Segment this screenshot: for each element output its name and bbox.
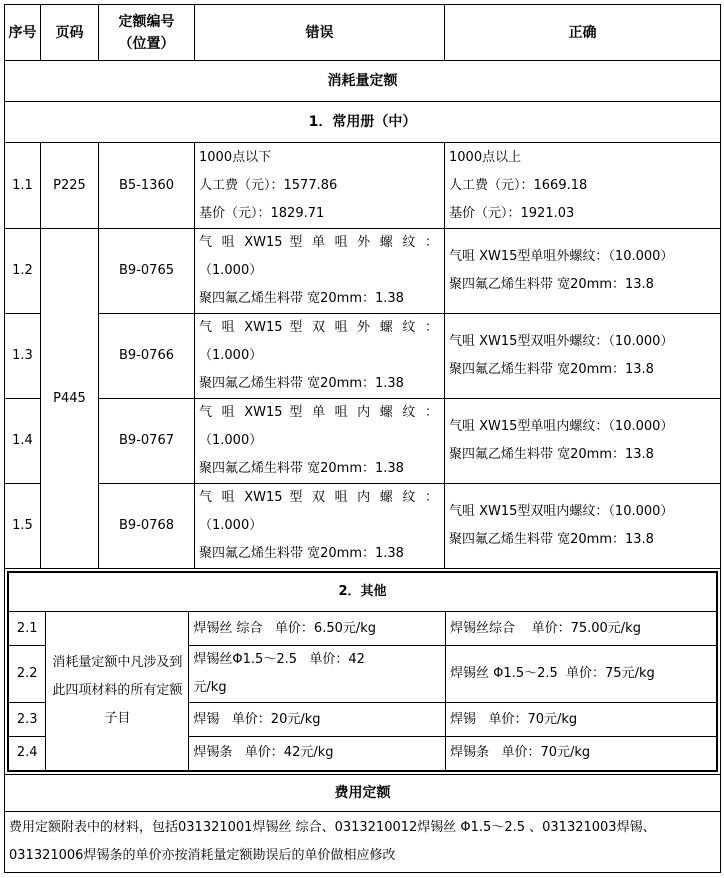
section-2-wrapper: [5, 569, 721, 775]
header-row: [5, 5, 721, 61]
header-code-line1: 定额编号: [118, 13, 175, 30]
section-row-fee: [5, 774, 721, 811]
row-seq: 2.2: [8, 646, 46, 703]
wrong-line: 气 咀 XW15 型 双 咀 外 螺 纹 ：: [199, 320, 438, 335]
row-wrong: [195, 143, 445, 229]
table-row: [5, 143, 721, 229]
wrong-line: 气 咀 XW15 型 双 咀 内 螺 纹 ：: [199, 490, 438, 505]
merged-description: 消耗量定额中凡涉及到此四项材料的所有定额子目: [46, 612, 189, 771]
row-page: P225: [41, 143, 99, 229]
row-seq: 2.3: [8, 703, 46, 737]
right-line: 人工费（元）：1669.18: [449, 177, 588, 193]
table-row: [5, 484, 721, 569]
right-line: 气咀 XW15型单咀外螺纹：（10.000）: [449, 249, 674, 264]
row-wrong: [195, 314, 445, 399]
row-wrong: 焊锡丝 综合 单价：6.50元/kg: [189, 612, 446, 646]
wrong-line: （1.000）: [199, 518, 263, 533]
row-seq: 2.4: [8, 737, 46, 771]
header-code-line2: （位置）: [118, 35, 175, 52]
wrong-line: 聚四氟乙烯生料带 宽20mm：1.38: [199, 546, 404, 561]
section-2-wrapper-row: [5, 569, 721, 775]
other-table: [7, 571, 718, 772]
right-line: 基价（元）：1921.03: [449, 205, 575, 221]
row-wrong: 焊锡 单价：20元/kg: [189, 703, 446, 737]
section-title-1: 1．常用册（中）: [5, 102, 721, 143]
wrong-line: 气 咀 XW15 型 单 咀 内 螺 纹 ：: [199, 405, 438, 420]
row-right: [445, 399, 721, 484]
table-row: [8, 612, 717, 646]
section-title-2: 2．其他: [8, 572, 717, 612]
row-right: 焊锡丝综合 单价：75.00元/kg: [446, 612, 717, 646]
section-row-1: [5, 102, 721, 143]
wrong-line: 元/kg: [193, 680, 227, 695]
section-title-fee: 费用定额: [5, 774, 721, 811]
wrong-line: 1000点以下: [199, 149, 272, 165]
table-row: [5, 229, 721, 314]
row-wrong: 焊锡条 单价：42元/kg: [189, 737, 446, 771]
wrong-line: 焊锡丝Φ1.5～2.5 单价：42: [193, 652, 365, 667]
row-right: 焊锡 单价：70元/kg: [446, 703, 717, 737]
wrong-line: 聚四氟乙烯生料带 宽20mm：1.38: [199, 291, 404, 306]
right-line: 气咀 XW15型单咀内螺纹：（10.000）: [449, 419, 674, 434]
row-seq: 1.3: [5, 314, 41, 399]
row-right: [445, 143, 721, 229]
row-seq: 1.4: [5, 399, 41, 484]
header-right: 正确: [445, 5, 721, 61]
header-code: [99, 5, 195, 61]
row-code: B9-0765: [99, 229, 195, 314]
wrong-line: 基价（元）：1829.71: [199, 205, 325, 221]
header-wrong: 错误: [195, 5, 445, 61]
row-right: [445, 314, 721, 399]
wrong-line: 人工费（元）：1577.86: [199, 177, 338, 193]
section-title-main: 消耗量定额: [5, 61, 721, 102]
wrong-line: 聚四氟乙烯生料带 宽20mm：1.38: [199, 461, 404, 476]
row-seq: 1.1: [5, 143, 41, 229]
fee-note-row: [5, 811, 721, 872]
row-seq: 1.5: [5, 484, 41, 569]
wrong-line: 聚四氟乙烯生料带 宽20mm：1.38: [199, 376, 404, 391]
table-row: [5, 314, 721, 399]
wrong-line: （1.000）: [199, 348, 263, 363]
right-line: 聚四氟乙烯生料带 宽20mm：13.8: [449, 532, 654, 547]
fee-note: 费用定额附表中的材料，包括031321001焊锡丝 综合、0313210012焊锡丝 Φ1.5～2.5 、031321003焊锡、031321006焊锡条的单价亦按消耗量定额勘误后的单价做相应修改: [5, 811, 721, 872]
wrong-line: （1.000）: [199, 263, 263, 278]
row-right: 焊锡丝 Φ1.5～2.5 单价：75元/kg: [446, 646, 717, 703]
row-right: 焊锡条 单价：70元/kg: [446, 737, 717, 771]
row-code: B5-1360: [99, 143, 195, 229]
row-seq: 2.1: [8, 612, 46, 646]
errata-table: [4, 4, 721, 873]
header-page: 页码: [41, 5, 99, 61]
row-seq: 1.2: [5, 229, 41, 314]
row-page-merged: P445: [41, 229, 99, 569]
row-wrong: [189, 646, 446, 703]
wrong-line: 气 咀 XW15 型 单 咀 外 螺 纹 ：: [199, 235, 438, 250]
row-code: B9-0768: [99, 484, 195, 569]
right-line: 气咀 XW15型双咀内螺纹：（10.000）: [449, 504, 674, 519]
section-row-main: [5, 61, 721, 102]
right-line: 聚四氟乙烯生料带 宽20mm：13.8: [449, 447, 654, 462]
header-seq: 序号: [5, 5, 41, 61]
right-line: 聚四氟乙烯生料带 宽20mm：13.8: [449, 362, 654, 377]
row-code: B9-0766: [99, 314, 195, 399]
right-line: 1000点以上: [449, 149, 522, 165]
table-row: [5, 399, 721, 484]
wrong-line: （1.000）: [199, 433, 263, 448]
row-wrong: [195, 399, 445, 484]
row-right: [445, 484, 721, 569]
right-line: 气咀 XW15型双咀外螺纹：（10.000）: [449, 334, 674, 349]
row-code: B9-0767: [99, 399, 195, 484]
section-row-2: [8, 572, 717, 612]
row-wrong: [195, 229, 445, 314]
row-wrong: [195, 484, 445, 569]
row-right: [445, 229, 721, 314]
right-line: 聚四氟乙烯生料带 宽20mm：13.8: [449, 277, 654, 292]
